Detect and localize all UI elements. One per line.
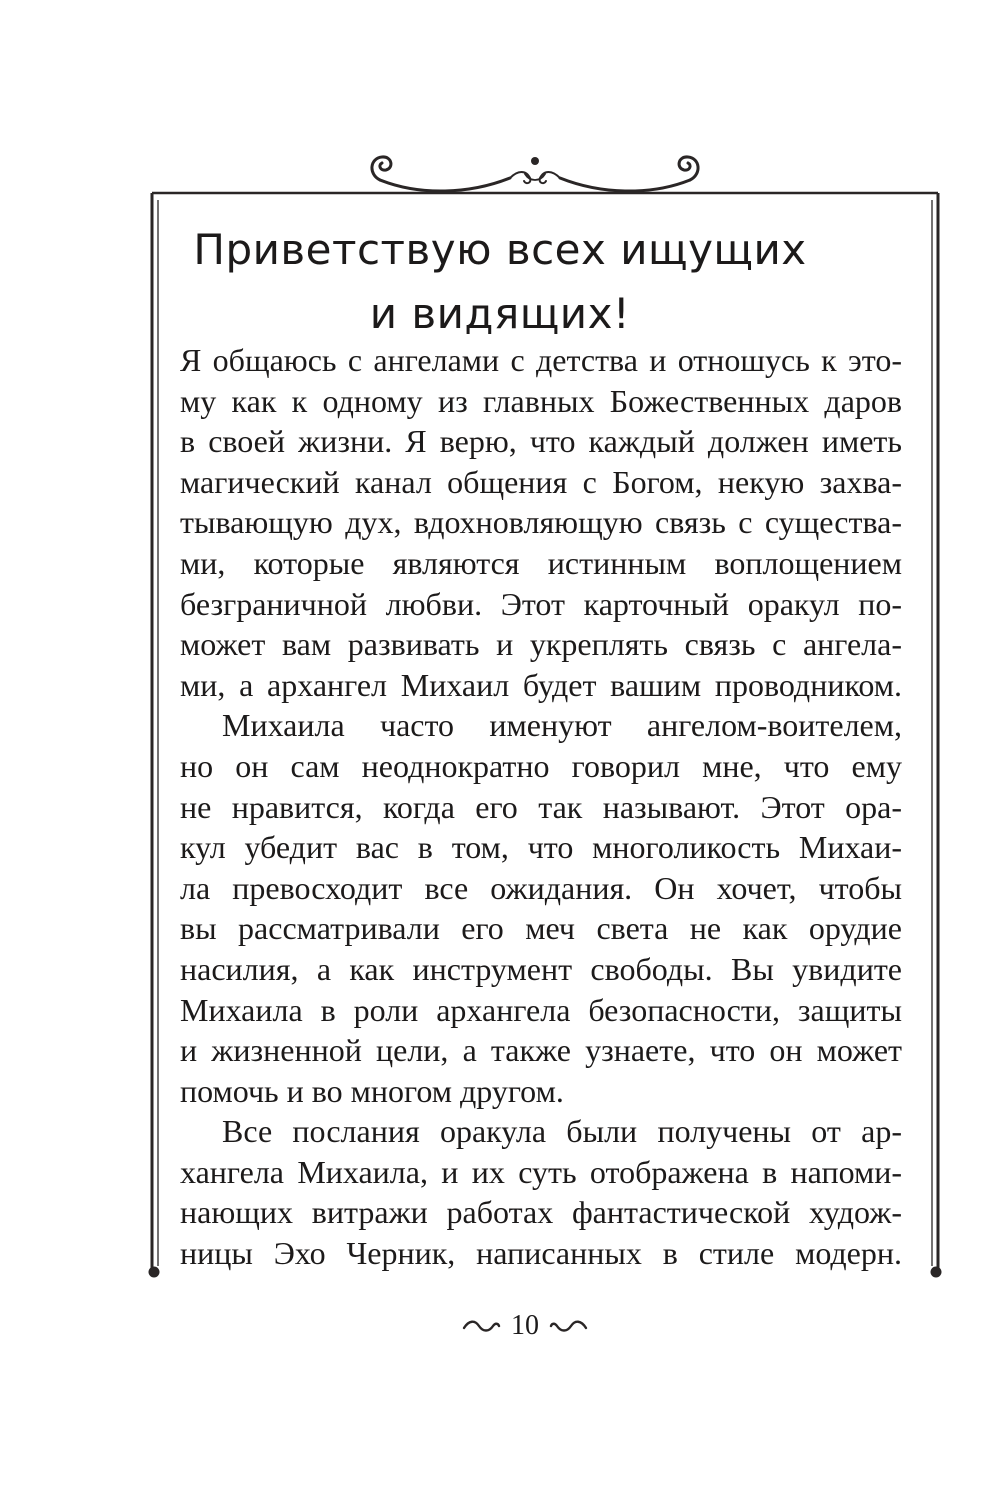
text-line: но он сам неоднократно говорил мне, что ему bbox=[180, 747, 902, 784]
text-line: кул убедит вас в том, что многоликость Михаи- bbox=[180, 829, 902, 866]
text-line: ми, которые являются истинным воплощением bbox=[180, 544, 902, 581]
scroll-ornament-icon bbox=[360, 148, 710, 196]
page-heading-line-2: и видящих! bbox=[369, 289, 631, 338]
text-line: магический канал общения с Богом, некую захва- bbox=[180, 463, 902, 500]
text-line: безграничной любви. Этот карточный оракул по- bbox=[180, 585, 902, 622]
text-line: вы рассматривали его меч света не как орудие bbox=[180, 910, 902, 947]
text-line: может вам развивать и укреплять связь с ангела- bbox=[180, 626, 902, 663]
text-line: ми, а архангел Михаил будет вашим проводником. bbox=[180, 666, 902, 703]
paragraph-1 bbox=[180, 340, 902, 705]
text-line: Я общаюсь с ангелами с детства и отношусь к это- bbox=[180, 342, 902, 378]
swirl-left-icon bbox=[461, 1317, 501, 1335]
paragraph-2 bbox=[180, 705, 902, 1111]
text-line: не нравится, когда его так называют. Этот ора- bbox=[180, 788, 902, 825]
frame-end-dot-left bbox=[149, 1267, 160, 1278]
text-line: тывающую дух, вдохновляющую связь с существа- bbox=[180, 504, 902, 541]
text-line: нающих витражи работах фантастической худож- bbox=[180, 1194, 902, 1231]
page-number: 10 bbox=[511, 1310, 539, 1341]
page-footer bbox=[440, 1306, 610, 1346]
text-line: ницы Эхо Черник, написанных в стиле модерн. bbox=[180, 1235, 902, 1272]
text-line: Михаила часто именуют ангелом-воителем, bbox=[222, 707, 902, 744]
text-line: помочь и во многом другом. bbox=[180, 1072, 564, 1109]
frame-end-dot-right bbox=[931, 1267, 942, 1278]
body-text bbox=[180, 340, 902, 1274]
text-line: в своей жизни. Я верю, что каждый должен иметь bbox=[180, 423, 902, 460]
text-line: хангела Михаила, и их суть отображена в напоми- bbox=[180, 1153, 902, 1190]
text-line: насилия, а как инструмент свободы. Вы увидите bbox=[180, 950, 902, 987]
text-line: Все послания оракула были получены от ар- bbox=[222, 1113, 902, 1150]
paragraph-3 bbox=[180, 1111, 902, 1273]
text-line: Михаила в роли архангела безопасности, защиты bbox=[180, 991, 902, 1028]
swirl-right-icon bbox=[549, 1317, 589, 1335]
text-line: и жизненной цели, а также узнаете, что он может bbox=[180, 1032, 902, 1069]
page-heading-line-1: Приветствую всех ищущих bbox=[193, 225, 807, 274]
text-line: ла превосходит все ожидания. Он хочет, чтобы bbox=[180, 869, 902, 906]
text-line: му как к одному из главных Божественных даров bbox=[180, 382, 902, 419]
